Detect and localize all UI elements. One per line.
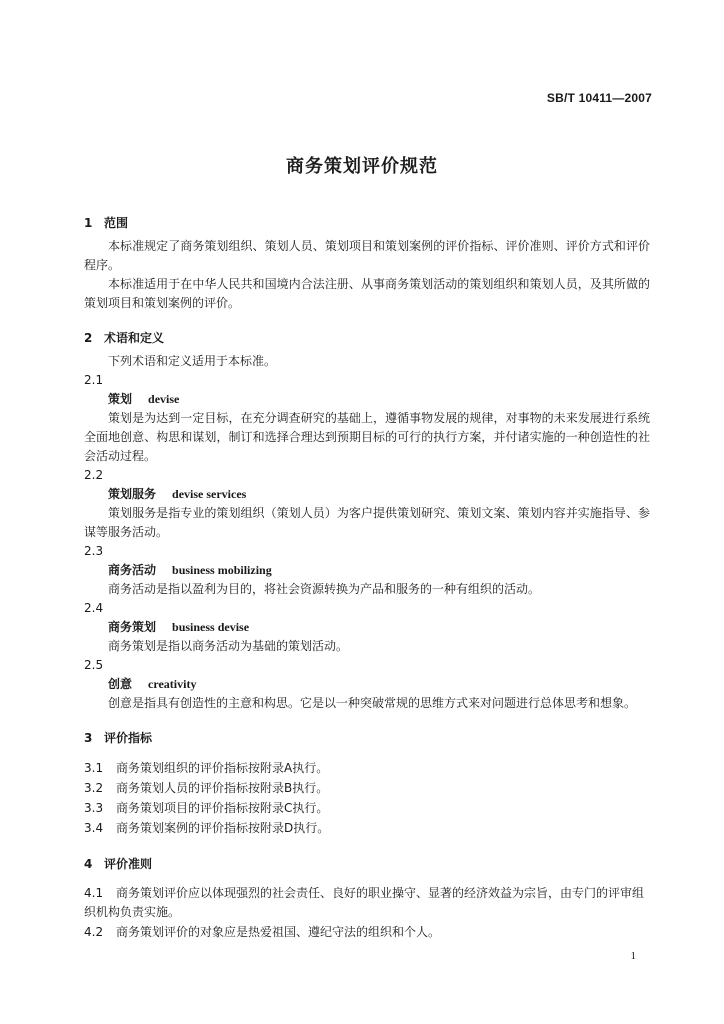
clause-number: 2.3: [84, 544, 104, 558]
section-heading-2: [84, 329, 650, 348]
clause-item: [84, 884, 650, 922]
clause-number: 2.2: [84, 468, 104, 482]
term-english: devise services: [172, 487, 247, 501]
term-definition: 商务策划是指以商务活动为基础的策划活动。: [108, 639, 349, 653]
clause-text: 商务策划人员的评价指标按附录B执行。: [116, 781, 329, 795]
term-definition: 商务活动是指以盈利为目的，将社会资源转换为产品和服务的一种有组织的活动。: [108, 582, 541, 596]
document-body: [84, 208, 650, 943]
clause-number: 4.2: [84, 925, 104, 939]
clause-number: 2.4: [84, 601, 104, 615]
section-title: 范围: [104, 216, 129, 230]
paragraph: 本标准适用于在中华人民共和国境内合法注册、从事商务策划活动的策划组织和策划人员，及其所做的策划项目和策划案例的评价。: [84, 277, 650, 310]
term-entry: [84, 485, 650, 504]
section-heading-3: [84, 729, 650, 748]
clause-paragraph: [84, 884, 650, 922]
clause-item: [84, 759, 650, 778]
clause-number: 2.5: [84, 658, 104, 672]
section-number: 1: [84, 216, 93, 230]
term-chinese: 商务活动: [108, 563, 157, 577]
clause-number: 4.1: [84, 886, 104, 900]
term-english: creativity: [148, 677, 197, 691]
section-title: 评价指标: [104, 731, 153, 745]
term-chinese: 策划服务: [108, 487, 157, 501]
clause-text: 商务策划评价应以体现强烈的社会责任、良好的职业操守、显著的经济效益为宗旨，由专门的评审组织机构负责实施。: [84, 886, 645, 919]
term-entry: [84, 561, 650, 580]
term-chinese: 创意: [108, 677, 133, 691]
clause-text: 商务策划项目的评价指标按附录C执行。: [116, 801, 329, 815]
clause-item: [84, 923, 650, 942]
term-english: business mobilizing: [172, 563, 272, 577]
term-definition: 创意是指具有创造性的主意和构思。它是以一种突破常规的思维方式来对问题进行总体思考和想象。: [108, 696, 637, 710]
clause-text: 商务策划案例的评价指标按附录D执行。: [116, 821, 330, 835]
clause-number: 3.1: [84, 761, 104, 775]
paragraph: 本标准规定了商务策划组织、策划人员、策划项目和策划案例的评价指标、评价准则、评价方式和评价程序。: [84, 239, 650, 272]
term-english: business devise: [172, 620, 250, 634]
term-entry: [84, 390, 650, 409]
term-entry: [84, 618, 650, 637]
clause-number: 2.1: [84, 373, 104, 387]
section-number: 2: [84, 331, 93, 345]
section-title: 评价准则: [104, 857, 153, 871]
clause-text: 商务策划评价的对象应是热爱祖国、遵纪守法的组织和个人。: [116, 925, 441, 939]
term-entry: [84, 675, 650, 694]
standard-code: SB/T 10411—2007: [546, 91, 652, 105]
clause-item: [84, 819, 650, 838]
term-chinese: 策划: [108, 392, 133, 406]
clause-item: [84, 799, 650, 818]
section-number: 4: [84, 857, 93, 871]
clause-number: 3.4: [84, 821, 104, 835]
page-number: 1: [630, 950, 636, 962]
section-title: 术语和定义: [104, 331, 165, 345]
section-heading-4: [84, 855, 650, 874]
clause-item: [84, 779, 650, 798]
clause-text: 商务策划组织的评价指标按附录A执行。: [116, 761, 329, 775]
term-english: devise: [148, 392, 180, 406]
term-definition: 策划是为达到一定目标，在充分调查研究的基础上，遵循事物发展的规律，对事物的未来发展进行系统全面地创意、构思和谋划，制订和选择合理达到预期目标的可行的执行方案，并付诸实施的一种创造性的社会活动过程。: [84, 411, 650, 463]
section-heading-1: [84, 214, 650, 233]
paragraph: 下列术语和定义适用于本标准。: [108, 354, 277, 368]
term-chinese: 商务策划: [108, 620, 157, 634]
clause-number: 3.2: [84, 781, 104, 795]
document-title: 商务策划评价规范: [286, 156, 438, 177]
clause-number: 3.3: [84, 801, 104, 815]
term-definition: 策划服务是指专业的策划组织（策划人员）为客户提供策划研究、策划文案、策划内容并实施指导、参谋等服务活动。: [84, 506, 650, 539]
section-number: 3: [84, 731, 93, 745]
